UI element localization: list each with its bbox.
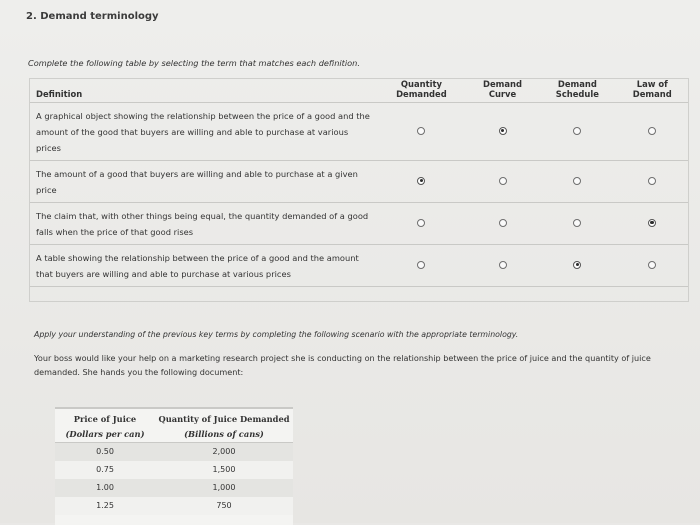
- price-value: 1.25: [55, 497, 155, 515]
- option-cell: [617, 103, 688, 161]
- section-title: 2. Demand terminology: [26, 11, 159, 22]
- definition-text: The amount of a good that buyers are willing and able to purchase at a given price: [30, 161, 376, 203]
- radio-law-of-demand[interactable]: [648, 127, 656, 135]
- option-cell: [538, 161, 616, 203]
- definition-text: A table showing the relationship between the price of a good and the amount that buyers are willing and able to purchase at various prices: [30, 245, 376, 287]
- option-cell: [467, 103, 538, 161]
- table-instruction: Complete the following table by selecting the term that matches each definition.: [28, 58, 360, 68]
- column-header-demand-schedule: Demand Schedule: [555, 79, 599, 99]
- radio-demand-curve[interactable]: [499, 219, 507, 227]
- radio-law-of-demand[interactable]: [648, 219, 656, 227]
- option-cell: [376, 161, 467, 203]
- option-cell: [617, 161, 688, 203]
- option-cell: [376, 203, 467, 245]
- option-cell: [538, 103, 616, 161]
- column-header-quantity-demanded: Quantity Demanded: [396, 79, 447, 99]
- radio-demand-schedule[interactable]: [573, 261, 581, 269]
- price-value: 0.75: [55, 461, 155, 479]
- option-cell: [467, 203, 538, 245]
- option-cell: [467, 245, 538, 287]
- option-cell: [617, 245, 688, 287]
- option-cell: [538, 203, 616, 245]
- juice-row: [55, 443, 293, 462]
- column-header-law-of-demand: Law of Demand: [632, 79, 672, 99]
- price-value: 0.50: [55, 443, 155, 462]
- table-row: [30, 203, 688, 245]
- juice-demand-table: [55, 410, 293, 515]
- quantity-value: 750: [155, 497, 293, 515]
- price-value: 1.00: [55, 479, 155, 497]
- radio-quantity-demanded[interactable]: [417, 127, 425, 135]
- option-cell: [376, 245, 467, 287]
- definition-header: Definition: [36, 89, 83, 99]
- radio-demand-curve[interactable]: [499, 177, 507, 185]
- radio-quantity-demanded[interactable]: [417, 177, 425, 185]
- radio-demand-schedule[interactable]: [573, 219, 581, 227]
- column-header-demand-curve: Demand Curve: [483, 79, 522, 99]
- radio-law-of-demand[interactable]: [648, 177, 656, 185]
- table-row: [30, 161, 688, 203]
- quantity-value: 2,000: [155, 443, 293, 462]
- juice-row: [55, 497, 293, 515]
- radio-demand-schedule[interactable]: [573, 177, 581, 185]
- option-cell: [376, 103, 467, 161]
- radio-demand-curve[interactable]: [499, 261, 507, 269]
- radio-demand-curve[interactable]: [499, 127, 507, 135]
- radio-demand-schedule[interactable]: [573, 127, 581, 135]
- option-cell: [467, 161, 538, 203]
- quantity-header: Quantity of Juice Demanded (Billions of cans): [155, 410, 293, 443]
- definition-text: A graphical object showing the relationship between the price of a good and the amount of the good that buyers are willing and able to purchase at various prices: [30, 103, 376, 161]
- apply-instruction: Apply your understanding of the previous key terms by completing the following scenario with the appropriate terminology.: [34, 330, 519, 339]
- quantity-value: 1,000: [155, 479, 293, 497]
- price-header: Price of Juice (Dollars per can): [55, 410, 155, 443]
- option-cell: [617, 203, 688, 245]
- juice-row: [55, 479, 293, 497]
- radio-law-of-demand[interactable]: [648, 261, 656, 269]
- scenario-text: Your boss would like your help on a marketing research project she is conducting on the relationship between the price of juice and the quantity of juice demanded. She hands you the following document:: [34, 353, 651, 377]
- radio-quantity-demanded[interactable]: [417, 261, 425, 269]
- definition-text: The claim that, with other things being equal, the quantity demanded of a good falls when the price of that good rises: [30, 203, 376, 245]
- table-row: [30, 245, 688, 287]
- option-cell: [538, 245, 616, 287]
- terms-table: [30, 79, 688, 287]
- table-row: [30, 103, 688, 161]
- juice-row: [55, 461, 293, 479]
- quantity-value: 1,500: [155, 461, 293, 479]
- radio-quantity-demanded[interactable]: [417, 219, 425, 227]
